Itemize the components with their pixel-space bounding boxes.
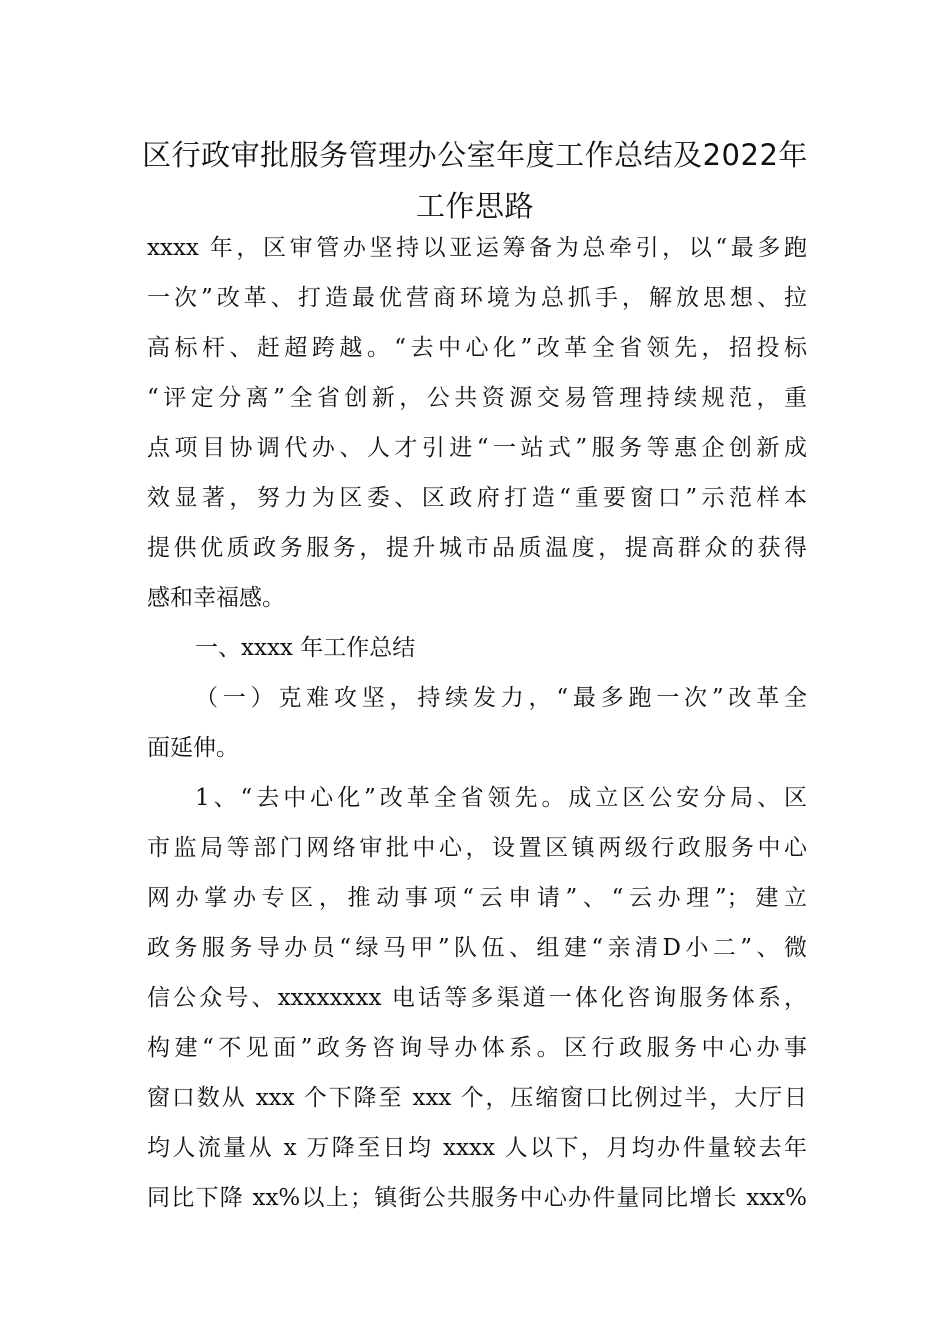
section-heading: 一、xxxx 年工作总结	[195, 635, 416, 661]
body-line-7: 提供优质政务服务，提升城市品质温度，提高群众的获得	[147, 535, 807, 561]
body-line-4: “评定分离”全省创新，公共资源交易管理持续规范，重	[147, 385, 807, 411]
paragraph-line-2: 市监局等部门网络审批中心，设置区镇两级行政服务中心	[147, 835, 807, 861]
subsection-heading-line-2: 面延伸。	[147, 735, 239, 761]
body-line-5: 点项目协调代办、人才引进“一站式”服务等惠企创新成	[147, 435, 807, 461]
body-line-1: xxxx 年，区审管办坚持以亚运筹备为总牵引，以“最多跑	[147, 235, 807, 261]
document-title-line-2: 工作思路	[415, 189, 534, 223]
body-line-6: 效显著，努力为区委、区政府打造“重要窗口”示范样本	[147, 485, 807, 511]
subsection-heading-line-1: （一）克难攻坚，持续发力，“最多跑一次”改革全	[195, 685, 807, 711]
paragraph-line-9: 同比下降 xx%以上；镇街公共服务中心办件量同比增长 xxx%	[147, 1185, 807, 1211]
paragraph-line-7: 窗口数从 xxx 个下降至 xxx 个，压缩窗口比例过半，大厅日	[147, 1085, 807, 1111]
body-line-2: 一次”改革、打造最优营商环境为总抓手，解放思想、拉	[147, 285, 807, 311]
paragraph-line-3: 网办掌办专区，推动事项“云申请”、“云办理”；建立	[147, 885, 807, 911]
document-body	[147, 223, 807, 1223]
paragraph-line-5: 信公众号、xxxxxxxx 电话等多渠道一体化咨询服务体系，	[147, 985, 807, 1011]
paragraph-line-8: 均人流量从 x 万降至日均 xxxx 人以下，月均办件量较去年	[147, 1135, 807, 1161]
body-line-8: 感和幸福感。	[147, 585, 285, 611]
paragraph-line-1: 1、“去中心化”改革全省领先。成立区公安分局、区	[195, 785, 807, 811]
paragraph-line-6: 构建“不见面”政务咨询导办体系。区行政服务中心办事	[147, 1035, 807, 1061]
paragraph-line-4: 政务服务导办员“绿马甲”队伍、组建“亲清D小二”、微	[147, 935, 807, 961]
document-title-line-1: 区行政审批服务管理办公室年度工作总结及2022年	[142, 138, 808, 172]
body-line-3: 高标杆、赶超跨越。“去中心化”改革全省领先，招投标	[147, 335, 807, 361]
